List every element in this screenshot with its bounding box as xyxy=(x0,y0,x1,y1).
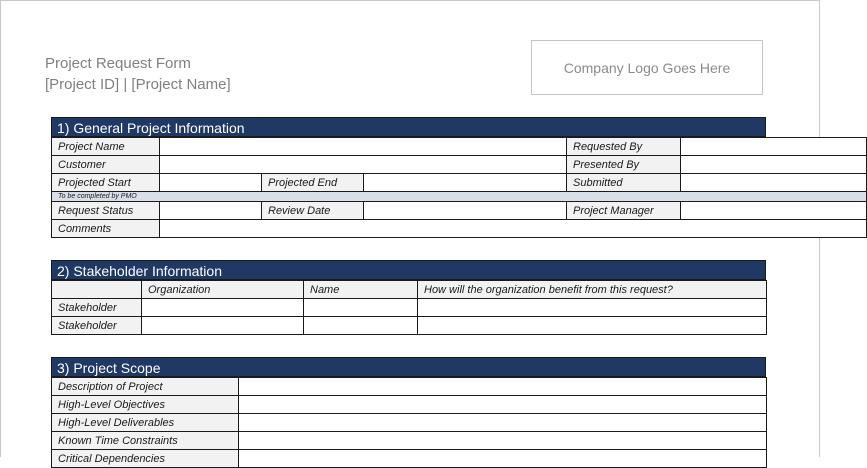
column-header-name: Name xyxy=(304,281,418,299)
description-field[interactable] xyxy=(239,378,767,396)
table-row xyxy=(52,220,867,238)
project-scope-section xyxy=(51,357,766,468)
project-name-field[interactable] xyxy=(160,138,567,156)
form-title: Project Request Form xyxy=(45,55,191,72)
logo-placeholder-text: Company Logo Goes Here xyxy=(563,59,731,76)
table-row xyxy=(52,299,767,317)
label-project-name: Project Name xyxy=(52,138,160,156)
label-projected-end: Projected End xyxy=(262,174,364,192)
name-field[interactable] xyxy=(304,317,418,335)
stakeholder-table xyxy=(51,280,767,335)
section-heading: 1) General Project Information xyxy=(51,117,766,137)
dependencies-field[interactable] xyxy=(239,450,767,468)
label-comments: Comments xyxy=(52,220,160,238)
submitted-field[interactable] xyxy=(681,174,867,192)
label-submitted: Submitted xyxy=(567,174,681,192)
column-header-organization: Organization xyxy=(142,281,304,299)
deliverables-field[interactable] xyxy=(239,414,767,432)
table-row xyxy=(52,156,867,174)
label-projected-start: Projected Start xyxy=(52,174,160,192)
column-header-benefit: How will the organization benefit from this request? xyxy=(418,281,767,299)
table-row xyxy=(52,138,867,156)
label-known-time-constraints: Known Time Constraints xyxy=(52,432,239,450)
section-heading: 2) Stakeholder Information xyxy=(51,260,766,280)
pmo-note: To be completed by PMO xyxy=(52,192,867,202)
label-high-level-objectives: High-Level Objectives xyxy=(52,396,239,414)
section-heading: 3) Project Scope xyxy=(51,357,766,377)
label-stakeholder: Stakeholder xyxy=(52,317,142,335)
pmo-divider-row xyxy=(52,192,867,202)
general-project-information-section xyxy=(51,117,766,238)
name-field[interactable] xyxy=(304,299,418,317)
label-critical-dependencies: Critical Dependencies xyxy=(52,450,239,468)
general-info-table xyxy=(51,137,867,238)
projected-start-field[interactable] xyxy=(160,174,262,192)
label-high-level-deliverables: High-Level Deliverables xyxy=(52,414,239,432)
benefit-field[interactable] xyxy=(418,299,767,317)
presented-by-field[interactable] xyxy=(681,156,867,174)
objectives-field[interactable] xyxy=(239,396,767,414)
table-row xyxy=(52,396,767,414)
label-description-of-project: Description of Project xyxy=(52,378,239,396)
label-stakeholder: Stakeholder xyxy=(52,299,142,317)
label-presented-by: Presented By xyxy=(567,156,681,174)
organization-field[interactable] xyxy=(142,317,304,335)
comments-field[interactable] xyxy=(160,220,867,238)
label-requested-by: Requested By xyxy=(567,138,681,156)
stakeholder-information-section xyxy=(51,260,766,335)
company-logo-placeholder[interactable] xyxy=(531,40,763,95)
requested-by-field[interactable] xyxy=(681,138,867,156)
table-row xyxy=(52,317,767,335)
table-row xyxy=(52,414,767,432)
table-row xyxy=(52,378,767,396)
table-row xyxy=(52,174,867,192)
label-project-manager: Project Manager xyxy=(567,202,681,220)
table-row xyxy=(52,432,767,450)
time-constraints-field[interactable] xyxy=(239,432,767,450)
organization-field[interactable] xyxy=(142,299,304,317)
projected-end-field[interactable] xyxy=(364,174,567,192)
project-manager-field[interactable] xyxy=(681,202,867,220)
benefit-field[interactable] xyxy=(418,317,767,335)
table-header-row xyxy=(52,281,767,299)
project-id-name[interactable]: [Project ID] | [Project Name] xyxy=(45,76,231,93)
scope-table xyxy=(51,377,767,468)
document-title-block xyxy=(45,53,231,95)
request-status-field[interactable] xyxy=(160,202,262,220)
label-customer: Customer xyxy=(52,156,160,174)
customer-field[interactable] xyxy=(160,156,567,174)
table-row xyxy=(52,202,867,220)
review-date-field[interactable] xyxy=(364,202,567,220)
corner-cell xyxy=(52,281,142,299)
label-review-date: Review Date xyxy=(262,202,364,220)
table-row xyxy=(52,450,767,468)
label-request-status: Request Status xyxy=(52,202,160,220)
